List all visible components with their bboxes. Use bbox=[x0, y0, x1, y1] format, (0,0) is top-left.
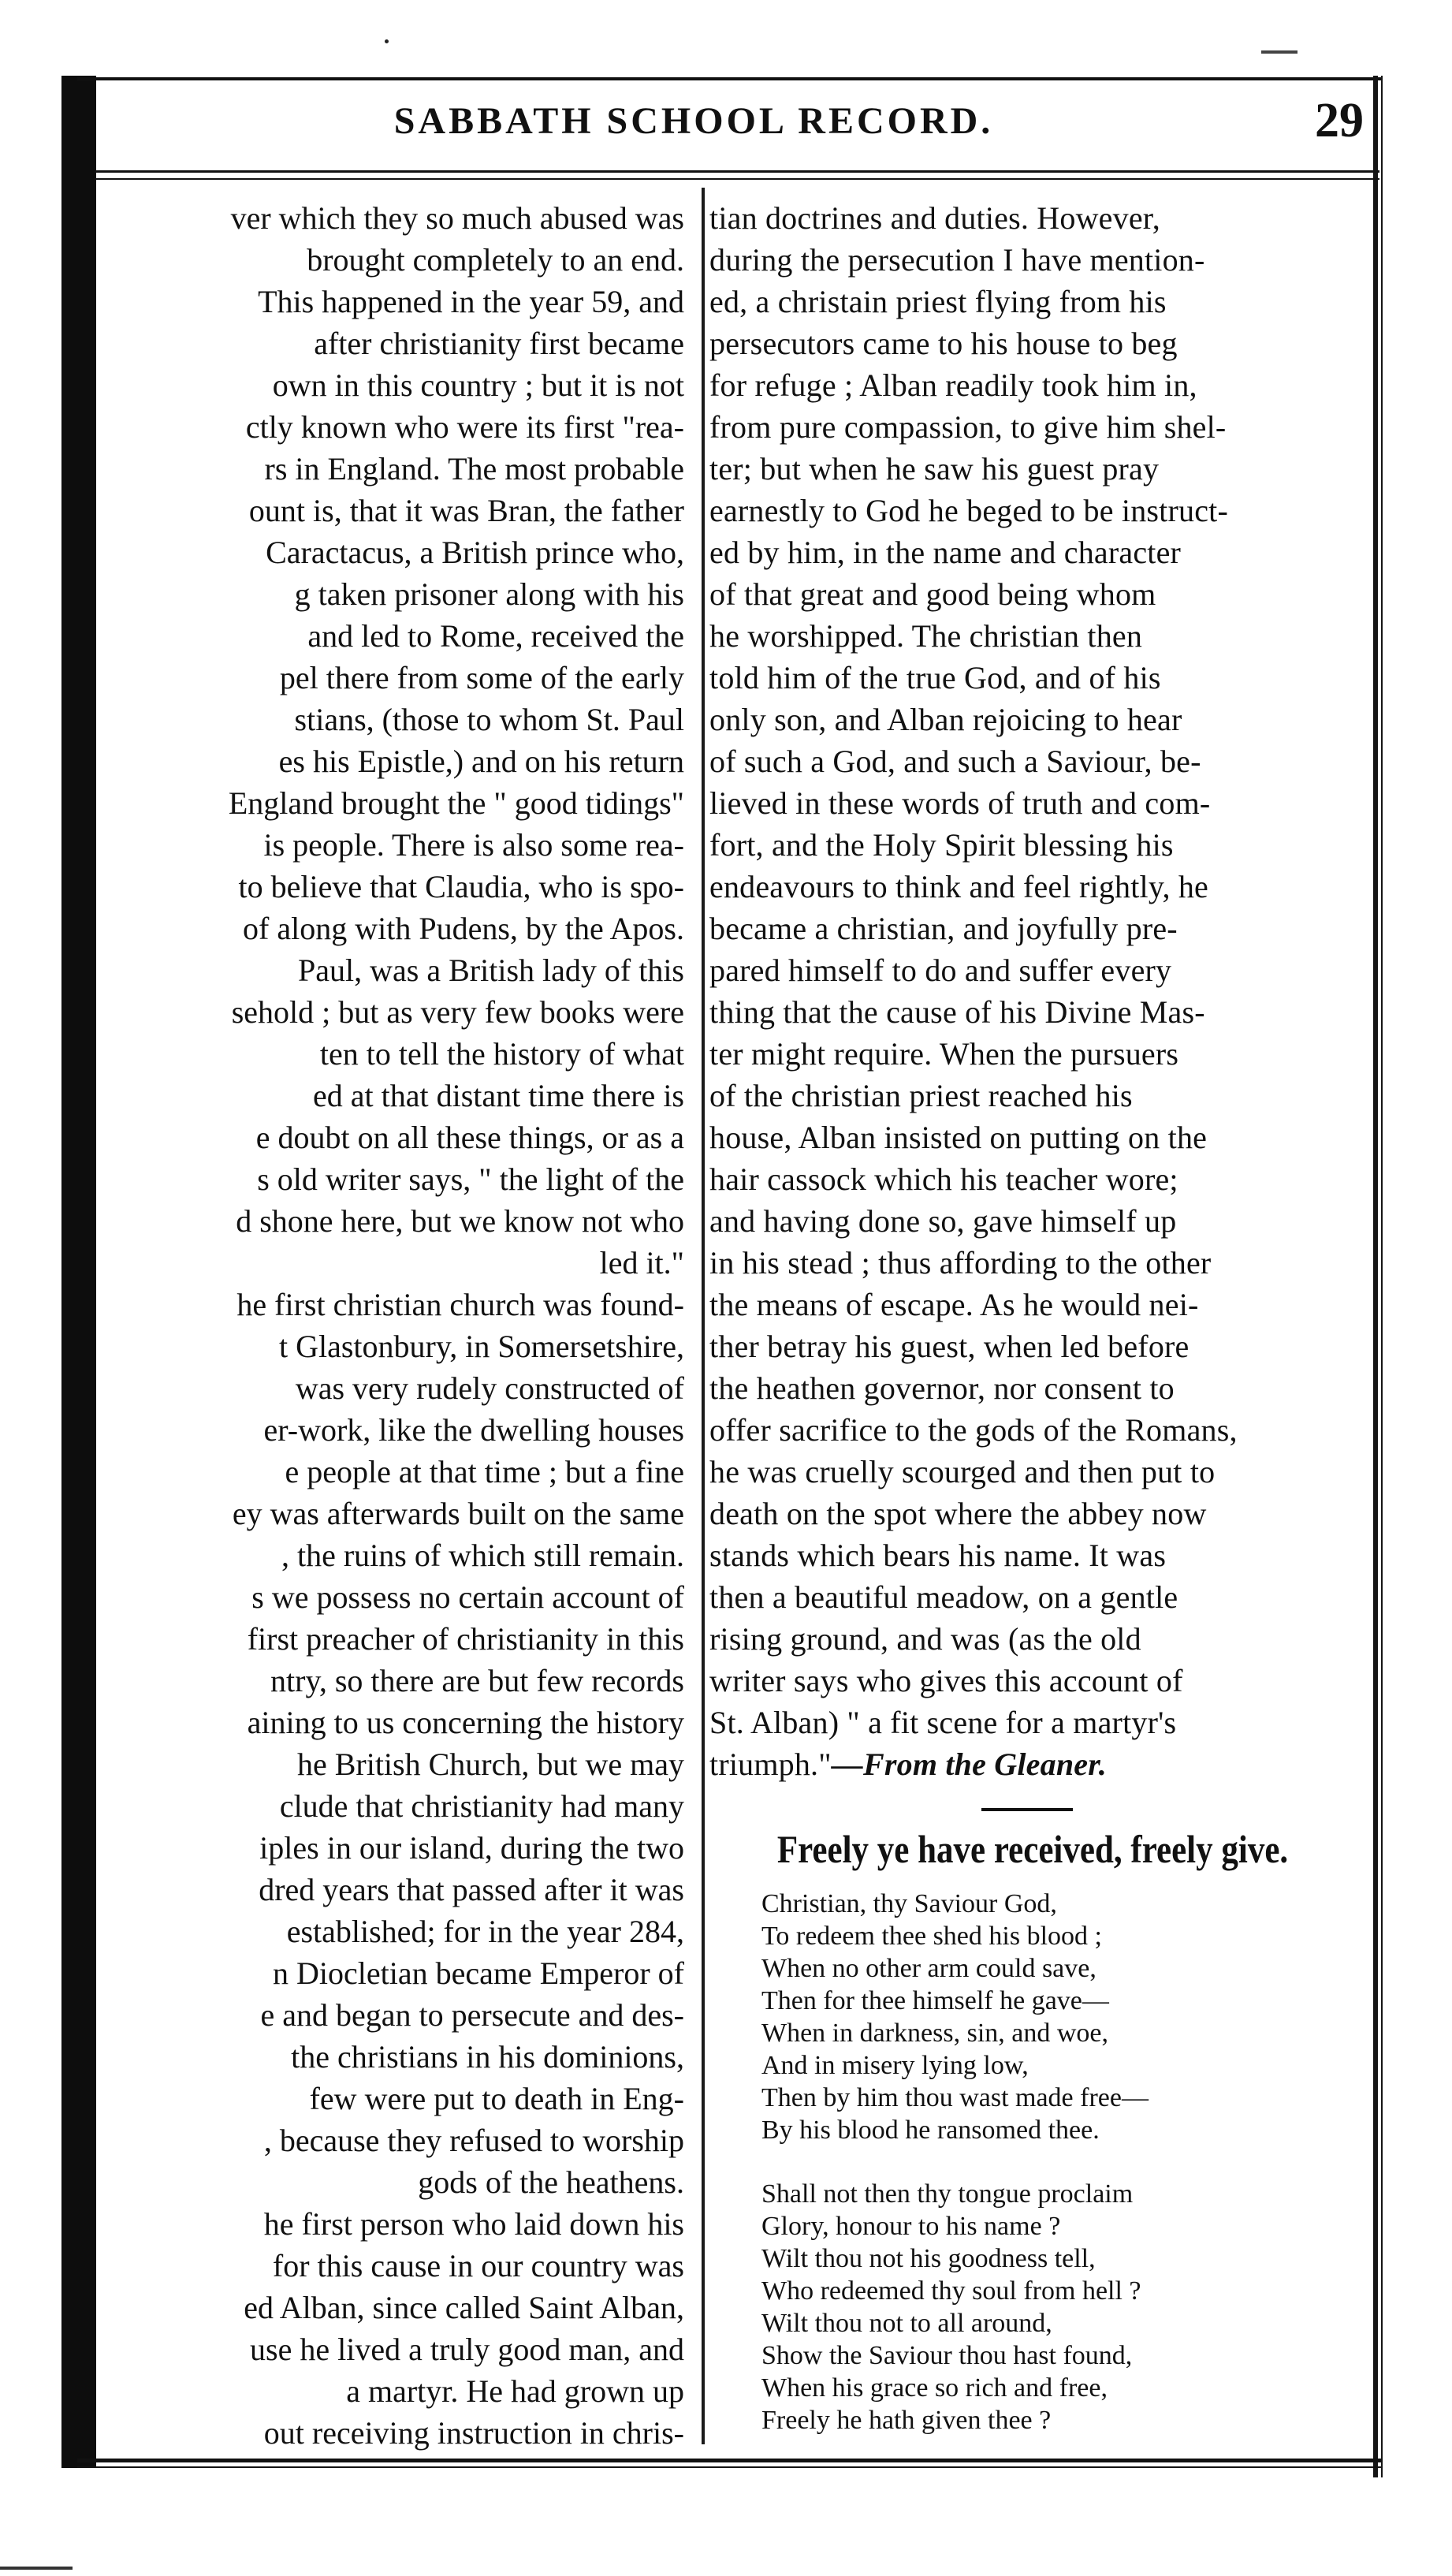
poem-line: Wilt thou not to all around, bbox=[761, 2309, 1052, 2338]
text-line: ntry, so there are but few records bbox=[270, 1663, 684, 1698]
poem-line: When in darkness, sin, and woe, bbox=[761, 2019, 1109, 2048]
binding-spine bbox=[61, 76, 96, 2468]
text-line: of such a God, and such a Saviour, be- bbox=[709, 744, 1201, 779]
text-line: a martyr. He had grown up bbox=[346, 2373, 684, 2409]
text-line: g taken prisoner along with his bbox=[294, 576, 684, 612]
text-line: hair cassock which his teacher wore; bbox=[709, 1161, 1178, 1197]
text-line: to believe that Claudia, who is spo- bbox=[238, 869, 684, 904]
poem-line: By his blood he ransomed thee. bbox=[761, 2116, 1100, 2145]
text-line bbox=[709, 1743, 1356, 1785]
text-line: ed at that distant time there is bbox=[313, 1078, 684, 1113]
text-line: was very rudely constructed of bbox=[295, 1370, 684, 1406]
poem-line: When no other arm could save, bbox=[761, 1954, 1096, 1983]
poem-title: Freely ye have received, freely give. bbox=[776, 1827, 1289, 1871]
text-line: d shone here, but we know not who bbox=[236, 1203, 684, 1239]
text-line: n Diocletian became Emperor of bbox=[273, 1955, 684, 1991]
text-line: dred years that passed after it was bbox=[259, 1872, 684, 1907]
text-line: for refuge ; Alban readily took him in, bbox=[709, 367, 1197, 403]
text-line: established; for in the year 284, bbox=[286, 1914, 684, 1949]
page-border-bottom-thin bbox=[77, 2466, 1383, 2468]
poem-stanza bbox=[761, 2178, 1361, 2436]
text-line: ter might require. When the pursuers bbox=[709, 1036, 1179, 1072]
poem-line: When his grace so rich and free, bbox=[761, 2373, 1108, 2403]
text-line: rising ground, and was (as the old bbox=[709, 1621, 1141, 1657]
text-line: pared himself to do and suffer every bbox=[709, 952, 1172, 988]
text-line: persecutors came to his house to beg bbox=[709, 326, 1178, 361]
page-border-top bbox=[77, 77, 1383, 80]
scan-speck bbox=[1261, 50, 1297, 54]
text-line: the christians in his dominions, bbox=[291, 2039, 684, 2075]
text-line: for this cause in our country was bbox=[272, 2248, 684, 2283]
text-line: after christianity first became bbox=[314, 326, 684, 361]
poem-line: Then for thee himself he gave— bbox=[761, 1986, 1109, 2015]
text-line: then a beautiful meadow, on a gentle bbox=[709, 1579, 1178, 1615]
text-line: in his stead ; thus affording to the other bbox=[709, 1245, 1212, 1281]
scan-edge-mark bbox=[0, 2567, 73, 2570]
poem-line: Christian, thy Saviour God, bbox=[761, 1889, 1057, 1918]
text-line: England brought the " good tidings" bbox=[228, 785, 684, 821]
text-line: rs in England. The most probable bbox=[264, 451, 684, 486]
text-line: fort, and the Holy Spirit blessing his bbox=[709, 827, 1174, 863]
text-line: ver which they so much abused was bbox=[230, 200, 684, 236]
text-line: ount is, that it was Bran, the father bbox=[248, 493, 684, 528]
text-line: led it." bbox=[599, 1245, 684, 1281]
text-line: he worshipped. The christian then bbox=[709, 618, 1143, 654]
text-line: own in this country ; but it is not bbox=[272, 367, 684, 403]
scan-speck bbox=[385, 39, 389, 43]
text-line: writer says who gives this account of bbox=[709, 1663, 1183, 1698]
text-line: and having done so, gave himself up bbox=[709, 1203, 1177, 1239]
text-line: few were put to death in Eng- bbox=[309, 2081, 684, 2116]
text-line: lieved in these words of truth and com- bbox=[709, 785, 1211, 821]
text-line: is people. There is also some rea- bbox=[263, 827, 684, 863]
poem-line: Wilt thou not his goodness tell, bbox=[761, 2244, 1096, 2273]
text-line: he first person who laid down his bbox=[263, 2206, 684, 2242]
text-line: offer sacrifice to the gods of the Romans, bbox=[709, 1412, 1238, 1448]
right-column bbox=[709, 197, 1356, 1785]
page-border-right bbox=[1373, 76, 1378, 2477]
text-line: ter; but when he saw his guest pray bbox=[709, 451, 1160, 486]
text-line: iples in our island, during the two bbox=[259, 1830, 684, 1866]
text-line: he was cruelly scourged and then put to bbox=[709, 1454, 1216, 1489]
text-line: s we possess no certain account of bbox=[251, 1579, 684, 1615]
poem-line: To redeem thee shed his blood ; bbox=[761, 1922, 1102, 1951]
text-line: out receiving instruction in chris- bbox=[263, 2415, 684, 2451]
header-rule bbox=[95, 170, 1379, 173]
text-line: gods of the heathens. bbox=[418, 2164, 684, 2200]
text-line: endeavours to think and feel rightly, he bbox=[709, 869, 1208, 904]
text-line: clude that christianity had many bbox=[279, 1788, 684, 1824]
text-line: t Glastonbury, in Somersetshire, bbox=[278, 1329, 684, 1364]
poem-line: Who redeemed thy soul from hell ? bbox=[761, 2276, 1141, 2306]
text-line: Caractacus, a British prince who, bbox=[266, 535, 684, 570]
poem bbox=[761, 1888, 1361, 2436]
text-line: , because they refused to worship bbox=[263, 2123, 684, 2158]
poem-line: Then by him thou wast made free— bbox=[761, 2083, 1149, 2112]
text-line: death on the spot where the abbey now bbox=[709, 1496, 1207, 1531]
text-line: ten to tell the history of what bbox=[319, 1036, 684, 1072]
poem-stanza bbox=[761, 1888, 1361, 2146]
text-line: house, Alban insisted on putting on the bbox=[709, 1120, 1208, 1155]
text-line: stands which bears his name. It was bbox=[709, 1538, 1167, 1573]
text-line: became a christian, and joyfully pre- bbox=[709, 911, 1178, 946]
poem-line: Freely he hath given thee ? bbox=[761, 2406, 1052, 2435]
text-line: pel there from some of the early bbox=[279, 660, 684, 695]
text-line: St. Alban) " a fit scene for a martyr's bbox=[709, 1705, 1177, 1740]
text-line: es his Epistle,) and on his return bbox=[278, 744, 684, 779]
poem-line: Shall not then thy tongue proclaim bbox=[761, 2179, 1134, 2209]
text-line: , the ruins of which still remain. bbox=[281, 1538, 684, 1573]
text-line: during the persecution I have mention- bbox=[709, 242, 1205, 278]
text-line: told him of the true God, and of his bbox=[709, 660, 1161, 695]
page-number: 29 bbox=[1315, 94, 1364, 147]
left-column bbox=[96, 197, 684, 2454]
text-line: he British Church, but we may bbox=[296, 1747, 684, 1782]
text-line: of along with Pudens, by the Apos. bbox=[243, 911, 684, 946]
text-line: ed Alban, since called Saint Alban, bbox=[244, 2290, 684, 2325]
text-line: of the christian priest reached his bbox=[709, 1078, 1133, 1113]
text-line: aining to us concerning the history bbox=[247, 1705, 684, 1740]
page-border-bottom bbox=[77, 2459, 1383, 2462]
text-line-end: triumph." bbox=[709, 1747, 832, 1782]
text-line: brought completely to an end. bbox=[307, 242, 684, 278]
text-line: This happened in the year 59, and bbox=[258, 284, 684, 319]
poem-line: Show the Saviour thou hast found, bbox=[761, 2341, 1133, 2370]
running-head: SABBATH SCHOOL RECORD. bbox=[393, 100, 994, 142]
text-line: ed by him, in the name and character bbox=[709, 535, 1182, 570]
text-line: thing that the cause of his Divine Mas- bbox=[709, 994, 1205, 1030]
page-border-right-inner bbox=[1381, 76, 1383, 2477]
text-line: he first christian church was found- bbox=[236, 1287, 684, 1322]
text-line: tian doctrines and duties. However, bbox=[709, 200, 1160, 236]
text-line: sehold ; but as very few books were bbox=[231, 994, 684, 1030]
text-line: e doubt on all these things, or as a bbox=[255, 1120, 684, 1155]
text-line: e people at that time ; but a fine bbox=[285, 1454, 684, 1489]
text-line: the heathen governor, nor consent to bbox=[709, 1370, 1175, 1406]
text-line: ey was afterwards built on the same bbox=[232, 1496, 684, 1531]
text-line: only son, and Alban rejoicing to hear bbox=[709, 702, 1182, 737]
text-line: ther betray his guest, when led before bbox=[709, 1329, 1190, 1364]
poem-line: Glory, honour to his name ? bbox=[761, 2212, 1061, 2241]
text-line: Paul, was a British lady of this bbox=[298, 952, 684, 988]
text-line: and led to Rome, received the bbox=[307, 618, 684, 654]
text-line: ctly known who were its first "rea- bbox=[245, 409, 684, 445]
source-citation: —From the Gleaner. bbox=[831, 1747, 1107, 1782]
header-rule-thin bbox=[95, 178, 1379, 180]
column-divider bbox=[702, 188, 705, 2444]
text-line: first preacher of christianity in this bbox=[247, 1621, 684, 1657]
text-line: stians, (those to whom St. Paul bbox=[294, 702, 684, 737]
section-divider bbox=[981, 1808, 1073, 1811]
text-line: use he lived a truly good man, and bbox=[250, 2332, 684, 2367]
text-line: er-work, like the dwelling houses bbox=[263, 1412, 684, 1448]
text-line: of that great and good being whom bbox=[709, 576, 1156, 612]
text-line: the means of escape. As he would nei- bbox=[709, 1287, 1199, 1322]
text-line: earnestly to God he beged to be instruct- bbox=[709, 493, 1229, 528]
text-line: e and began to persecute and des- bbox=[260, 1997, 684, 2033]
poem-line: And in misery lying low, bbox=[761, 2051, 1029, 2080]
text-line: from pure compassion, to give him shel- bbox=[709, 409, 1227, 445]
text-line: s old writer says, " the light of the bbox=[257, 1161, 684, 1197]
text-line: ed, a christain priest flying from his bbox=[709, 284, 1167, 319]
